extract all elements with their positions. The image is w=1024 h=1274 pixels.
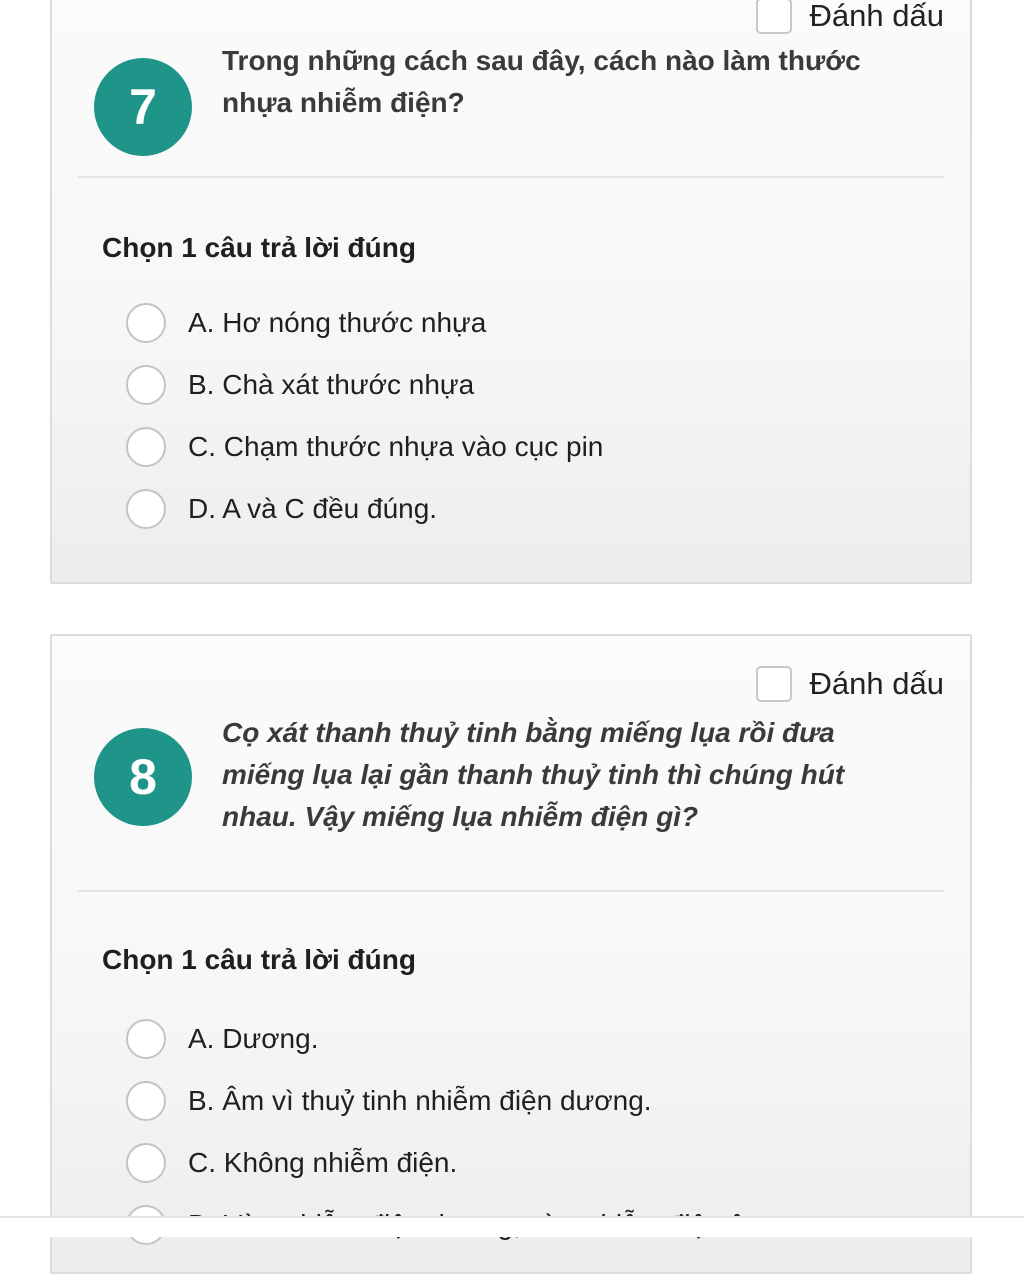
answer-option-b[interactable] [126, 354, 950, 416]
radio-button[interactable] [126, 303, 166, 343]
divider [78, 176, 944, 178]
answer-option-c[interactable] [126, 416, 950, 478]
divider [78, 890, 944, 892]
option-label: C. Chạm thước nhựa vào cục pin [188, 431, 604, 462]
mark-toggle[interactable] [756, 0, 944, 34]
option-label: B. Âm vì thuỷ tinh nhiễm điện dương. [188, 1085, 652, 1116]
answer-option-a[interactable] [126, 1008, 950, 1070]
option-label: B. Chà xát thước nhựa [188, 369, 475, 400]
mark-label: Đánh dấu [809, 666, 944, 701]
answer-prompt: Chọn 1 câu trả lời đúng [102, 944, 416, 975]
mark-checkbox[interactable] [756, 666, 792, 702]
radio-button[interactable] [126, 427, 166, 467]
answer-options [126, 292, 950, 540]
question-number-badge: 8 [94, 728, 192, 826]
radio-button[interactable] [126, 489, 166, 529]
option-label: A. Dương. [188, 1023, 319, 1054]
answer-option-a[interactable] [126, 292, 950, 354]
question-text: Trong những cách sau đây, cách nào làm thước nhựa nhiễm điện? [222, 45, 861, 118]
question-card-7 [50, 0, 972, 584]
option-label: D. A và C đều đúng. [188, 493, 438, 524]
question-card-8 [50, 634, 972, 1274]
bottom-toolbar-edge [0, 1216, 1024, 1237]
option-label: A. Hơ nóng thước nhựa [188, 307, 487, 338]
radio-button[interactable] [126, 1019, 166, 1059]
mark-checkbox[interactable] [756, 0, 792, 34]
answer-prompt: Chọn 1 câu trả lời đúng [102, 232, 416, 263]
answer-option-b[interactable] [126, 1070, 950, 1132]
answer-option-c[interactable] [126, 1132, 950, 1194]
question-number-badge: 7 [94, 58, 192, 156]
option-label: C. Không nhiễm điện. [188, 1147, 458, 1178]
radio-button[interactable] [126, 365, 166, 405]
answer-option-d[interactable] [126, 478, 950, 540]
mark-label: Đánh dấu [809, 0, 944, 33]
question-text: Cọ xát thanh thuỷ tinh bằng miếng lụa rồi đưa miếng lụa lại gần thanh thuỷ tinh thì chúng hút nhau. Vậy miếng lụa nhiễm điện gì? [222, 717, 845, 832]
radio-button[interactable] [126, 1081, 166, 1121]
radio-button[interactable] [126, 1143, 166, 1183]
mark-toggle[interactable] [756, 666, 944, 702]
